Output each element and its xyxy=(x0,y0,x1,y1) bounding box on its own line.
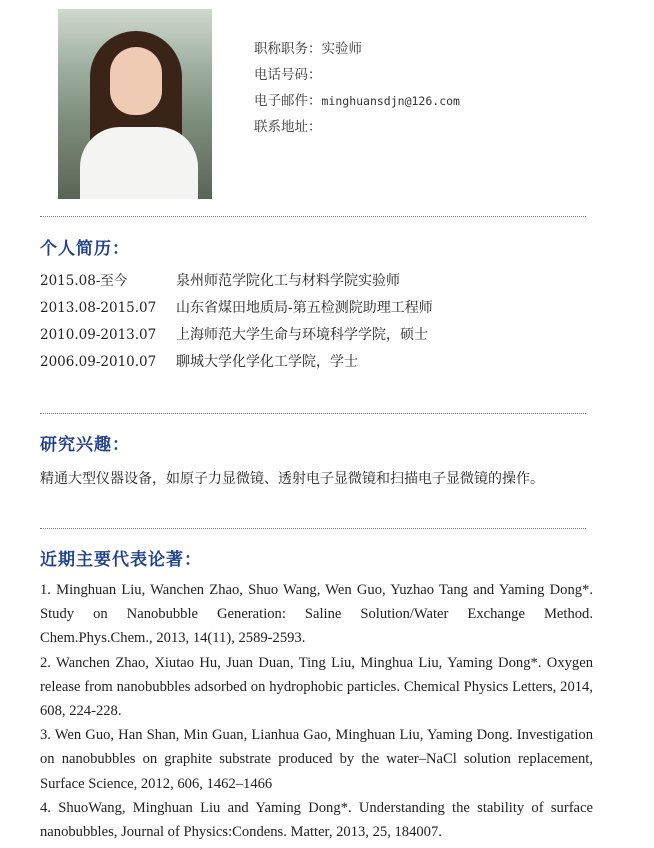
publication-item: 2. Wanchen Zhao, Xiutao Hu, Juan Duan, Ting Liu, Minghua Liu, Yaming Dong*. Oxygen release from nanobubbles adsorbed on hydrophobic particles. Chemical Physics Letters, 2014, 608, 224-228. xyxy=(40,654,593,720)
publication-item: 1. Minghuan Liu, Wanchen Zhao, Shuo Wang, Wen Guo, Yuzhao Tang and Yaming Dong*. Study on Nanobubble Generation: Saline Solution/Water Exchange Method. Chem.Phys.Chem., 2013, 14(11), 2589-2593. xyxy=(40,582,593,647)
email-label: 电子邮件： xyxy=(254,93,322,109)
title-label: 职称职务： xyxy=(254,41,322,57)
resume-desc: 山东省煤田地质局-第五检测院助理工程师 xyxy=(176,300,433,316)
contact-info xyxy=(254,36,460,140)
address-row xyxy=(254,114,460,140)
resume-date: 2015.08-至今 xyxy=(40,273,128,289)
resume-heading: 个人简历： xyxy=(40,239,130,259)
resume-item xyxy=(40,322,433,349)
email-row xyxy=(254,88,460,114)
title-value: 实验师 xyxy=(321,41,362,57)
profile-photo xyxy=(58,9,212,199)
resume-date: 2013.08-2015.07 xyxy=(40,300,157,316)
research-text: 精通大型仪器设备，如原子力显微镜、透射电子显微镜和扫描电子显微镜的操作。 xyxy=(40,471,544,487)
resume-item xyxy=(40,268,433,295)
resume-item xyxy=(40,295,433,322)
phone-label: 电话号码： xyxy=(254,67,322,83)
resume-list xyxy=(40,268,433,376)
resume-item xyxy=(40,349,433,376)
research-heading: 研究兴趣： xyxy=(40,435,130,455)
publication-item: 3. Wen Guo, Han Shan, Min Guan, Lianhua Gao, Minghuan Liu, Yaming Dong. Investigation on nanobubbles on graphite substrate produced by the water–NaCl solution replacement, Surface Science, 2012, 606, 1462–1466 xyxy=(40,727,593,792)
publications-heading: 近期主要代表论著： xyxy=(40,550,202,570)
address-label: 联系地址： xyxy=(254,119,322,135)
resume-date: 2010.09-2013.07 xyxy=(40,327,157,343)
publication-list xyxy=(40,578,593,844)
divider xyxy=(40,216,586,217)
publication-item: 4. ShuoWang, Minghuan Liu and Yaming Dong*. Understanding the stability of surface nanobubbles, Journal of Physics:Condens. Matter, 2013, 25, 184007. xyxy=(40,799,593,841)
resume-desc: 上海师范大学生命与环境科学学院，硕士 xyxy=(176,327,428,343)
phone-row xyxy=(254,62,460,88)
divider xyxy=(40,413,586,414)
email-value: minghuansdjn@126.com xyxy=(321,94,460,108)
resume-date: 2006.09-2010.07 xyxy=(40,354,157,370)
divider xyxy=(40,528,586,529)
title-row xyxy=(254,36,460,62)
resume-desc: 泉州师范学院化工与材料学院实验师 xyxy=(176,273,400,289)
resume-desc: 聊城大学化学化工学院，学士 xyxy=(176,354,358,370)
